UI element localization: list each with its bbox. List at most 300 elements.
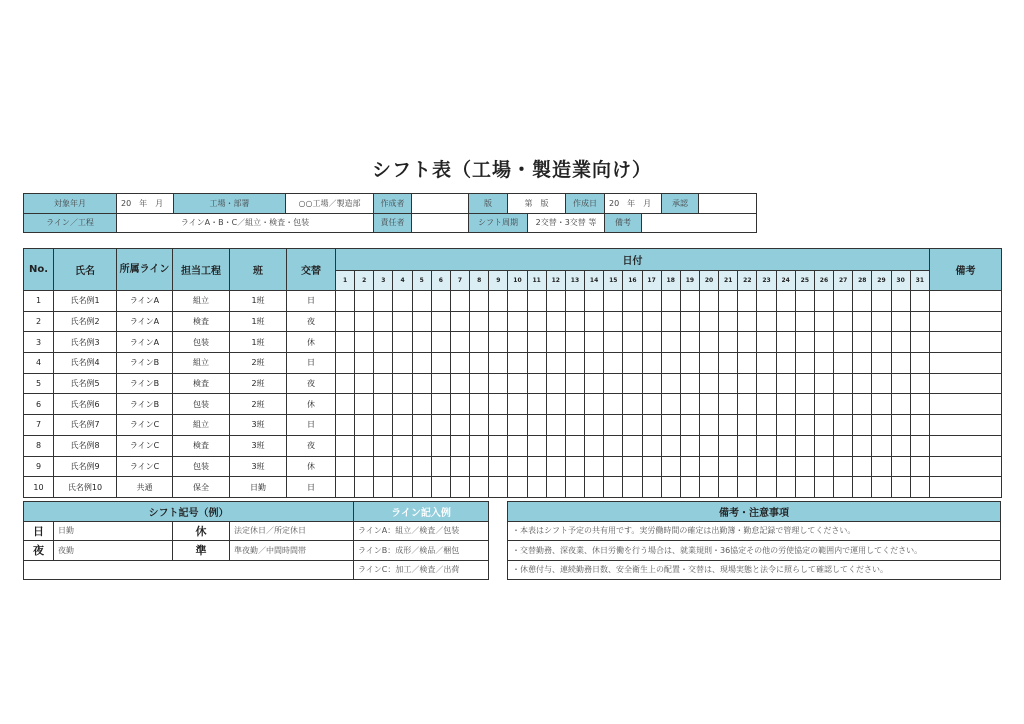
day-cell[interactable] <box>604 291 623 312</box>
day-cell[interactable] <box>585 353 604 374</box>
day-cell[interactable] <box>508 435 527 456</box>
day-cell[interactable] <box>565 394 584 415</box>
day-cell[interactable] <box>336 311 355 332</box>
day-cell[interactable] <box>642 394 661 415</box>
day-cell[interactable] <box>680 394 699 415</box>
day-cell[interactable] <box>604 353 623 374</box>
line-field[interactable]: ラインA・B・C／組立・検査・包装 <box>117 213 374 233</box>
day-cell[interactable] <box>795 394 814 415</box>
day-cell[interactable] <box>699 373 718 394</box>
day-cell[interactable] <box>508 353 527 374</box>
day-cell[interactable] <box>450 311 469 332</box>
cell-remarks[interactable] <box>930 373 1002 394</box>
day-cell[interactable] <box>680 435 699 456</box>
cell-line[interactable]: ラインA <box>117 332 173 353</box>
day-cell[interactable] <box>719 311 738 332</box>
cell-team[interactable]: 3班 <box>230 415 287 436</box>
day-cell[interactable] <box>412 394 431 415</box>
cell-name[interactable]: 氏名例1 <box>54 291 117 312</box>
day-cell[interactable] <box>872 415 891 436</box>
target-month-field[interactable]: 20 年 月 <box>117 194 174 214</box>
day-cell[interactable] <box>546 353 565 374</box>
day-cell[interactable] <box>814 435 833 456</box>
day-cell[interactable] <box>450 291 469 312</box>
cycle-field[interactable]: 2交替・3交替 等 <box>528 213 605 233</box>
day-cell[interactable] <box>814 353 833 374</box>
cell-team[interactable]: 2班 <box>230 373 287 394</box>
dept-field[interactable]: ○○工場／製造部 <box>286 194 374 214</box>
day-cell[interactable] <box>719 332 738 353</box>
cell-name[interactable]: 氏名例5 <box>54 373 117 394</box>
day-cell[interactable] <box>776 291 795 312</box>
day-cell[interactable] <box>489 394 508 415</box>
day-cell[interactable] <box>527 311 546 332</box>
day-cell[interactable] <box>450 456 469 477</box>
day-cell[interactable] <box>546 477 565 498</box>
day-cell[interactable] <box>623 291 642 312</box>
day-cell[interactable] <box>393 353 412 374</box>
day-cell[interactable] <box>795 373 814 394</box>
day-cell[interactable] <box>719 415 738 436</box>
day-cell[interactable] <box>431 373 450 394</box>
day-cell[interactable] <box>872 291 891 312</box>
approval-field[interactable] <box>699 194 757 214</box>
day-cell[interactable] <box>585 394 604 415</box>
day-cell[interactable] <box>565 291 584 312</box>
day-cell[interactable] <box>795 332 814 353</box>
cell-line[interactable]: ラインC <box>117 415 173 436</box>
day-cell[interactable] <box>795 477 814 498</box>
day-cell[interactable] <box>336 456 355 477</box>
cell-remarks[interactable] <box>930 456 1002 477</box>
day-cell[interactable] <box>776 456 795 477</box>
day-cell[interactable] <box>853 311 872 332</box>
day-cell[interactable] <box>738 373 757 394</box>
day-cell[interactable] <box>642 477 661 498</box>
day-cell[interactable] <box>719 456 738 477</box>
day-cell[interactable] <box>661 373 680 394</box>
day-cell[interactable] <box>527 394 546 415</box>
day-cell[interactable] <box>585 477 604 498</box>
day-cell[interactable] <box>508 415 527 436</box>
cell-no[interactable]: 1 <box>24 291 54 312</box>
day-cell[interactable] <box>431 394 450 415</box>
day-cell[interactable] <box>355 415 374 436</box>
day-cell[interactable] <box>834 332 853 353</box>
cell-shift[interactable]: 日 <box>287 415 336 436</box>
cell-name[interactable]: 氏名例6 <box>54 394 117 415</box>
day-cell[interactable] <box>565 332 584 353</box>
day-cell[interactable] <box>604 456 623 477</box>
day-cell[interactable] <box>661 415 680 436</box>
day-cell[interactable] <box>853 456 872 477</box>
day-cell[interactable] <box>910 291 929 312</box>
cell-line[interactable]: ラインB <box>117 394 173 415</box>
day-cell[interactable] <box>661 353 680 374</box>
day-cell[interactable] <box>680 477 699 498</box>
day-cell[interactable] <box>336 435 355 456</box>
day-cell[interactable] <box>891 373 910 394</box>
day-cell[interactable] <box>834 353 853 374</box>
day-cell[interactable] <box>738 435 757 456</box>
cell-remarks[interactable] <box>930 394 1002 415</box>
day-cell[interactable] <box>680 373 699 394</box>
day-cell[interactable] <box>412 291 431 312</box>
cell-remarks[interactable] <box>930 477 1002 498</box>
day-cell[interactable] <box>489 477 508 498</box>
day-cell[interactable] <box>546 456 565 477</box>
day-cell[interactable] <box>738 311 757 332</box>
cell-team[interactable]: 2班 <box>230 394 287 415</box>
day-cell[interactable] <box>565 373 584 394</box>
cell-shift[interactable]: 夜 <box>287 311 336 332</box>
day-cell[interactable] <box>412 415 431 436</box>
day-cell[interactable] <box>508 456 527 477</box>
day-cell[interactable] <box>355 456 374 477</box>
day-cell[interactable] <box>719 435 738 456</box>
day-cell[interactable] <box>431 332 450 353</box>
day-cell[interactable] <box>355 373 374 394</box>
cell-no[interactable]: 2 <box>24 311 54 332</box>
day-cell[interactable] <box>661 435 680 456</box>
cell-process[interactable]: 包装 <box>173 394 230 415</box>
day-cell[interactable] <box>699 311 718 332</box>
day-cell[interactable] <box>757 435 776 456</box>
day-cell[interactable] <box>891 353 910 374</box>
cell-team[interactable]: 日勤 <box>230 477 287 498</box>
day-cell[interactable] <box>757 477 776 498</box>
day-cell[interactable] <box>374 311 393 332</box>
day-cell[interactable] <box>623 332 642 353</box>
cell-process[interactable]: 保全 <box>173 477 230 498</box>
cell-remarks[interactable] <box>930 311 1002 332</box>
day-cell[interactable] <box>757 332 776 353</box>
cell-line[interactable]: ラインA <box>117 291 173 312</box>
day-cell[interactable] <box>661 332 680 353</box>
cell-team[interactable]: 2班 <box>230 353 287 374</box>
day-cell[interactable] <box>355 477 374 498</box>
cell-line[interactable]: ラインC <box>117 435 173 456</box>
day-cell[interactable] <box>872 353 891 374</box>
day-cell[interactable] <box>853 373 872 394</box>
day-cell[interactable] <box>336 373 355 394</box>
day-cell[interactable] <box>776 353 795 374</box>
day-cell[interactable] <box>431 456 450 477</box>
day-cell[interactable] <box>489 291 508 312</box>
day-cell[interactable] <box>565 353 584 374</box>
day-cell[interactable] <box>872 456 891 477</box>
day-cell[interactable] <box>546 415 565 436</box>
day-cell[interactable] <box>470 435 489 456</box>
day-cell[interactable] <box>776 435 795 456</box>
day-cell[interactable] <box>795 353 814 374</box>
day-cell[interactable] <box>431 477 450 498</box>
day-cell[interactable] <box>604 311 623 332</box>
day-cell[interactable] <box>891 394 910 415</box>
cell-name[interactable]: 氏名例7 <box>54 415 117 436</box>
day-cell[interactable] <box>872 311 891 332</box>
day-cell[interactable] <box>585 415 604 436</box>
day-cell[interactable] <box>757 291 776 312</box>
day-cell[interactable] <box>814 311 833 332</box>
day-cell[interactable] <box>776 311 795 332</box>
day-cell[interactable] <box>661 291 680 312</box>
day-cell[interactable] <box>661 456 680 477</box>
cell-name[interactable]: 氏名例8 <box>54 435 117 456</box>
day-cell[interactable] <box>527 415 546 436</box>
day-cell[interactable] <box>489 415 508 436</box>
day-cell[interactable] <box>680 311 699 332</box>
day-cell[interactable] <box>642 353 661 374</box>
day-cell[interactable] <box>738 332 757 353</box>
day-cell[interactable] <box>814 394 833 415</box>
day-cell[interactable] <box>546 332 565 353</box>
day-cell[interactable] <box>910 415 929 436</box>
cell-shift[interactable]: 休 <box>287 332 336 353</box>
day-cell[interactable] <box>795 291 814 312</box>
cell-shift[interactable]: 日 <box>287 477 336 498</box>
day-cell[interactable] <box>585 373 604 394</box>
day-cell[interactable] <box>355 332 374 353</box>
day-cell[interactable] <box>412 373 431 394</box>
day-cell[interactable] <box>393 477 412 498</box>
day-cell[interactable] <box>489 311 508 332</box>
day-cell[interactable] <box>891 435 910 456</box>
day-cell[interactable] <box>719 394 738 415</box>
day-cell[interactable] <box>834 311 853 332</box>
cell-team[interactable]: 1班 <box>230 291 287 312</box>
day-cell[interactable] <box>795 435 814 456</box>
day-cell[interactable] <box>393 311 412 332</box>
day-cell[interactable] <box>738 291 757 312</box>
day-cell[interactable] <box>814 332 833 353</box>
day-cell[interactable] <box>642 332 661 353</box>
day-cell[interactable] <box>355 291 374 312</box>
cell-name[interactable]: 氏名例3 <box>54 332 117 353</box>
day-cell[interactable] <box>814 373 833 394</box>
day-cell[interactable] <box>834 456 853 477</box>
day-cell[interactable] <box>680 332 699 353</box>
day-cell[interactable] <box>393 373 412 394</box>
cell-shift[interactable]: 休 <box>287 394 336 415</box>
day-cell[interactable] <box>642 291 661 312</box>
day-cell[interactable] <box>910 373 929 394</box>
cell-remarks[interactable] <box>930 415 1002 436</box>
day-cell[interactable] <box>719 353 738 374</box>
day-cell[interactable] <box>776 373 795 394</box>
day-cell[interactable] <box>853 353 872 374</box>
day-cell[interactable] <box>585 311 604 332</box>
day-cell[interactable] <box>623 456 642 477</box>
created-field[interactable]: 20 年 月 <box>605 194 662 214</box>
day-cell[interactable] <box>642 435 661 456</box>
day-cell[interactable] <box>489 332 508 353</box>
day-cell[interactable] <box>546 394 565 415</box>
day-cell[interactable] <box>412 353 431 374</box>
manager-field[interactable] <box>412 213 469 233</box>
day-cell[interactable] <box>393 435 412 456</box>
day-cell[interactable] <box>604 435 623 456</box>
day-cell[interactable] <box>661 394 680 415</box>
day-cell[interactable] <box>834 435 853 456</box>
day-cell[interactable] <box>623 394 642 415</box>
day-cell[interactable] <box>776 394 795 415</box>
day-cell[interactable] <box>508 291 527 312</box>
day-cell[interactable] <box>853 332 872 353</box>
cell-line[interactable]: ラインB <box>117 353 173 374</box>
day-cell[interactable] <box>508 332 527 353</box>
day-cell[interactable] <box>910 332 929 353</box>
day-cell[interactable] <box>527 456 546 477</box>
cell-no[interactable]: 8 <box>24 435 54 456</box>
author-field[interactable] <box>412 194 469 214</box>
day-cell[interactable] <box>853 435 872 456</box>
day-cell[interactable] <box>336 291 355 312</box>
day-cell[interactable] <box>374 332 393 353</box>
day-cell[interactable] <box>393 415 412 436</box>
day-cell[interactable] <box>642 456 661 477</box>
cell-process[interactable]: 検査 <box>173 373 230 394</box>
day-cell[interactable] <box>604 477 623 498</box>
day-cell[interactable] <box>336 477 355 498</box>
day-cell[interactable] <box>585 291 604 312</box>
day-cell[interactable] <box>891 415 910 436</box>
day-cell[interactable] <box>853 291 872 312</box>
day-cell[interactable] <box>891 291 910 312</box>
day-cell[interactable] <box>738 477 757 498</box>
cell-no[interactable]: 3 <box>24 332 54 353</box>
day-cell[interactable] <box>699 415 718 436</box>
cell-name[interactable]: 氏名例4 <box>54 353 117 374</box>
day-cell[interactable] <box>910 311 929 332</box>
day-cell[interactable] <box>680 291 699 312</box>
day-cell[interactable] <box>757 373 776 394</box>
day-cell[interactable] <box>450 435 469 456</box>
day-cell[interactable] <box>489 456 508 477</box>
day-cell[interactable] <box>814 415 833 436</box>
day-cell[interactable] <box>546 435 565 456</box>
day-cell[interactable] <box>604 415 623 436</box>
day-cell[interactable] <box>393 456 412 477</box>
day-cell[interactable] <box>910 353 929 374</box>
day-cell[interactable] <box>757 456 776 477</box>
day-cell[interactable] <box>891 477 910 498</box>
day-cell[interactable] <box>565 415 584 436</box>
day-cell[interactable] <box>795 415 814 436</box>
day-cell[interactable] <box>431 353 450 374</box>
day-cell[interactable] <box>527 332 546 353</box>
day-cell[interactable] <box>872 332 891 353</box>
day-cell[interactable] <box>336 415 355 436</box>
day-cell[interactable] <box>393 394 412 415</box>
day-cell[interactable] <box>757 394 776 415</box>
day-cell[interactable] <box>470 353 489 374</box>
day-cell[interactable] <box>623 415 642 436</box>
day-cell[interactable] <box>546 373 565 394</box>
day-cell[interactable] <box>910 394 929 415</box>
day-cell[interactable] <box>623 311 642 332</box>
day-cell[interactable] <box>412 332 431 353</box>
day-cell[interactable] <box>699 477 718 498</box>
day-cell[interactable] <box>355 435 374 456</box>
cell-no[interactable]: 9 <box>24 456 54 477</box>
day-cell[interactable] <box>470 394 489 415</box>
day-cell[interactable] <box>336 353 355 374</box>
day-cell[interactable] <box>431 415 450 436</box>
day-cell[interactable] <box>699 456 718 477</box>
cell-no[interactable]: 10 <box>24 477 54 498</box>
day-cell[interactable] <box>623 353 642 374</box>
day-cell[interactable] <box>412 456 431 477</box>
cell-shift[interactable]: 夜 <box>287 435 336 456</box>
day-cell[interactable] <box>834 373 853 394</box>
day-cell[interactable] <box>604 373 623 394</box>
day-cell[interactable] <box>814 291 833 312</box>
day-cell[interactable] <box>853 477 872 498</box>
cell-name[interactable]: 氏名例9 <box>54 456 117 477</box>
cell-process[interactable]: 組立 <box>173 291 230 312</box>
day-cell[interactable] <box>719 291 738 312</box>
day-cell[interactable] <box>527 353 546 374</box>
cell-shift[interactable]: 日 <box>287 291 336 312</box>
day-cell[interactable] <box>738 394 757 415</box>
day-cell[interactable] <box>910 477 929 498</box>
day-cell[interactable] <box>470 456 489 477</box>
day-cell[interactable] <box>834 394 853 415</box>
day-cell[interactable] <box>795 456 814 477</box>
day-cell[interactable] <box>489 435 508 456</box>
day-cell[interactable] <box>489 373 508 394</box>
day-cell[interactable] <box>527 373 546 394</box>
day-cell[interactable] <box>336 394 355 415</box>
day-cell[interactable] <box>527 477 546 498</box>
day-cell[interactable] <box>585 456 604 477</box>
day-cell[interactable] <box>891 311 910 332</box>
day-cell[interactable] <box>565 477 584 498</box>
cell-name[interactable]: 氏名例10 <box>54 477 117 498</box>
day-cell[interactable] <box>661 311 680 332</box>
cell-remarks[interactable] <box>930 435 1002 456</box>
day-cell[interactable] <box>470 415 489 436</box>
cell-remarks[interactable] <box>930 291 1002 312</box>
day-cell[interactable] <box>508 394 527 415</box>
day-cell[interactable] <box>527 435 546 456</box>
day-cell[interactable] <box>374 415 393 436</box>
cell-line[interactable]: ラインA <box>117 311 173 332</box>
day-cell[interactable] <box>393 332 412 353</box>
day-cell[interactable] <box>355 311 374 332</box>
day-cell[interactable] <box>642 373 661 394</box>
cell-line[interactable]: 共通 <box>117 477 173 498</box>
day-cell[interactable] <box>757 415 776 436</box>
day-cell[interactable] <box>834 477 853 498</box>
cell-team[interactable]: 1班 <box>230 332 287 353</box>
day-cell[interactable] <box>738 353 757 374</box>
day-cell[interactable] <box>699 435 718 456</box>
day-cell[interactable] <box>355 353 374 374</box>
day-cell[interactable] <box>776 415 795 436</box>
cell-process[interactable]: 検査 <box>173 435 230 456</box>
day-cell[interactable] <box>623 435 642 456</box>
day-cell[interactable] <box>374 353 393 374</box>
cell-team[interactable]: 1班 <box>230 311 287 332</box>
day-cell[interactable] <box>374 456 393 477</box>
day-cell[interactable] <box>719 477 738 498</box>
remarks-field[interactable] <box>642 213 757 233</box>
day-cell[interactable] <box>853 415 872 436</box>
day-cell[interactable] <box>891 456 910 477</box>
day-cell[interactable] <box>910 435 929 456</box>
